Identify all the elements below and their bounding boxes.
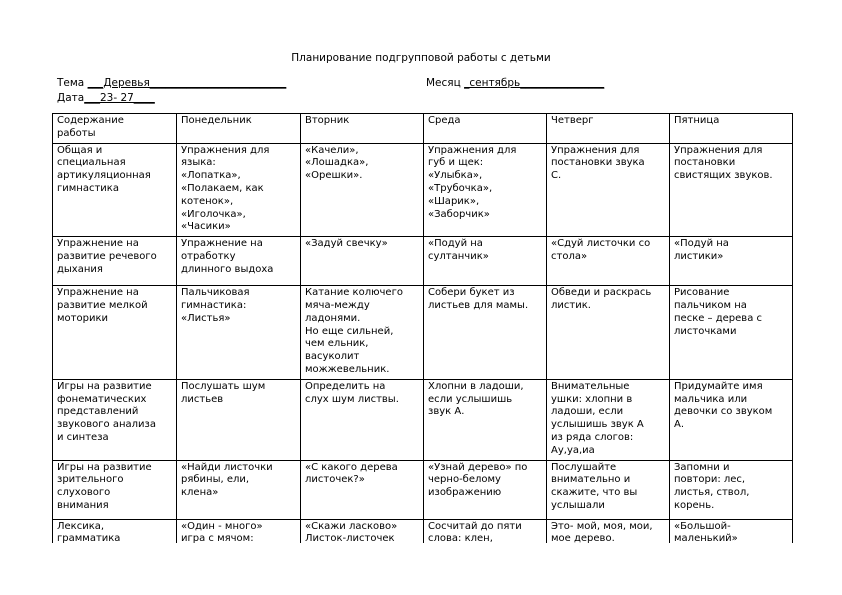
theme-value: ___Деревья__________________________ (87, 77, 287, 89)
table-cell: «Большой- маленький» (670, 519, 793, 543)
table-row (53, 379, 793, 460)
table-row (53, 143, 793, 237)
table-cell: Упражнение на отработку длинного выдоха (177, 237, 301, 286)
table-cell: Упражнения для языка: «Лопатка», «Полакаем, как котенок», «Иголочка», «Часики» (177, 143, 301, 237)
table-cell: Пальчиковая гимнастика: «Листья» (177, 286, 301, 380)
table-cell: Запомни и повтори: лес, листья, ствол, корень. (670, 460, 793, 519)
table-cell: Упражнения для губ и щек: «Улыбка», «Трубочка», «Шарик», «Заборчик» (424, 143, 547, 237)
table-cell: Игры на развитие фонематических представлений звукового анализа и синтеза (53, 379, 177, 460)
table-cell: Послушать шум листьев (177, 379, 301, 460)
date-label: Дата (57, 92, 85, 104)
theme-label: Тема (57, 77, 88, 89)
table-row (53, 237, 793, 286)
table-cell: Лексика, грамматика (53, 519, 177, 543)
table-cell: Обведи и раскрась листик. (547, 286, 670, 380)
table-cell: «Задуй свечку» (301, 237, 424, 286)
table-row (53, 460, 793, 519)
table-cell: «Подуй на листики» (670, 237, 793, 286)
table-cell: Общая и специальная артикуляционная гимнастика (53, 143, 177, 237)
date-value: ___23- 27____ (84, 92, 155, 104)
plan-table (52, 113, 793, 543)
table-cell: Рисование пальчиком на песке – дерева с листочками (670, 286, 793, 380)
table-cell: «С какого дерева листочек?» (301, 460, 424, 519)
date-line (57, 92, 155, 104)
table-header-row (53, 114, 793, 144)
table-cell: «Качели», «Лошадка», «Орешки». (301, 143, 424, 237)
table-cell: Послушайте внимательно и скажите, что вы услышали (547, 460, 670, 519)
header-cell: Четверг (547, 114, 670, 144)
table-cell: Упражнения для постановки свистящих звуков. (670, 143, 793, 237)
header-cell: Содержание работы (53, 114, 177, 144)
table-cell: Сосчитай до пяти слова: клен, (424, 519, 547, 543)
table-cell: Упражнения для постановки звука С. (547, 143, 670, 237)
table-cell: Внимательные ушки: хлопни в ладоши, если услышишь звук А из ряда слогов: Ау,уа,иа (547, 379, 670, 460)
table-cell: Придумайте имя мальчика или девочки со звуком А. (670, 379, 793, 460)
table-cell: «Узнай дерево» по черно-белому изображению (424, 460, 547, 519)
document-title: Планирование подгрупповой работы с детьми (291, 52, 551, 64)
table-cell: «Сдуй листочки со стола» (547, 237, 670, 286)
header-cell: Вторник (301, 114, 424, 144)
table-cell: Это- мой, моя, мои, мое дерево. (547, 519, 670, 543)
month-line (426, 77, 604, 89)
plan-table-viewport (52, 113, 796, 543)
header-cell: Понедельник (177, 114, 301, 144)
table-cell: Определить на слух шум листвы. (301, 379, 424, 460)
table-cell: Упражнение на развитие речевого дыхания (53, 237, 177, 286)
table-cell: Хлопни в ладоши, если услышишь звук А. (424, 379, 547, 460)
table-cell: Игры на развитие зрительного слухового внимания (53, 460, 177, 519)
header-cell: Среда (424, 114, 547, 144)
table-cell: Собери букет из листьев для мамы. (424, 286, 547, 380)
table-cell: «Подуй на султанчик» (424, 237, 547, 286)
table-cell: «Скажи ласково» Листок-листочек (301, 519, 424, 543)
table-cell: Упражнение на развитие мелкой моторики (53, 286, 177, 380)
theme-line (57, 77, 286, 89)
table-row (53, 519, 793, 543)
header-cell: Пятница (670, 114, 793, 144)
table-row (53, 286, 793, 380)
table-cell: «Один - много» игра с мячом: (177, 519, 301, 543)
table-cell: «Найди листочки рябины, ели, клена» (177, 460, 301, 519)
month-value: _сентябрь________________ (464, 77, 605, 89)
table-cell: Катание колючего мяча-между ладонями. Но еще сильней, чем ельник, васуколит можжевельник. (301, 286, 424, 380)
month-label: Месяц (426, 77, 465, 89)
